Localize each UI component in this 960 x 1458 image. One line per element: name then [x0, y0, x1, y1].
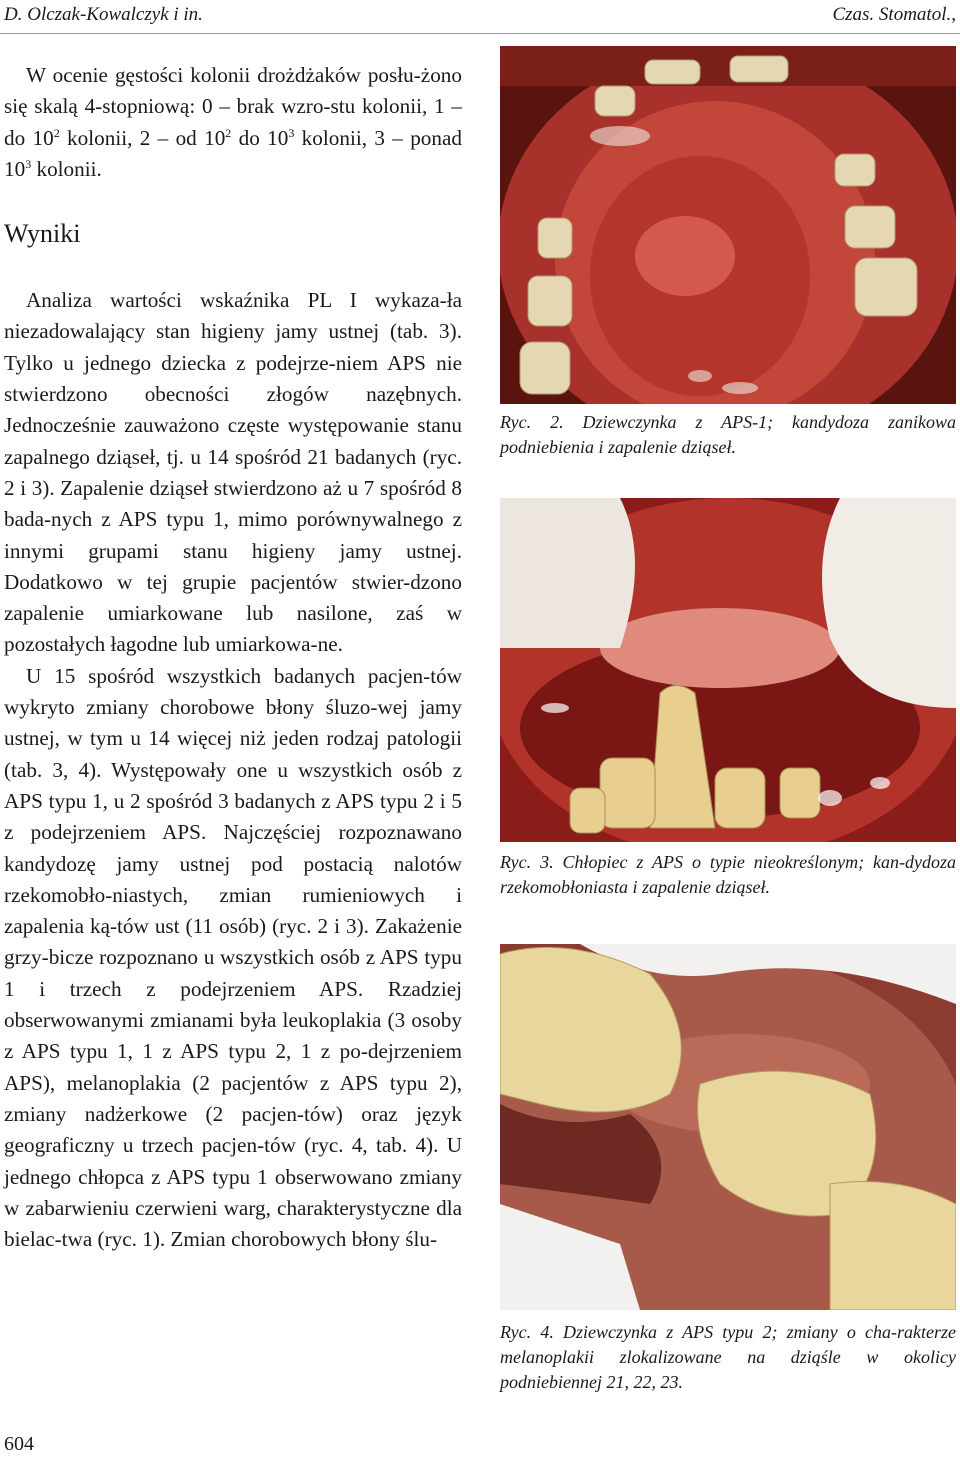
header-journal: Czas. Stomatol.,	[832, 4, 956, 25]
figure-3-photo	[500, 498, 956, 842]
figure-3-caption: Ryc. 3. Chłopiec z APS o typie nieokreślonym; kan-dydoza rzekomobłoniasta i zapalenie dziąseł.	[500, 852, 956, 897]
header-authors: D. Olczak-Kowalczyk i in.	[4, 4, 203, 25]
results-paragraph-1: Analiza wartości wskaźnika PL I wykaza-ła niezadowalający stan higieny jamy ustnej (tab. 3). Tylko u jednego dziecka z podejrze-niem APS nie stwierdzono obecności złogów nazębnych. Jednocześnie zauważono częste występowanie stanu zapalnego dziąseł, tj. u 14 spośród 21 badanych (ryc. 2 i 3). Zapalenie dziąseł stwierdzono aż u 7 spośród 8 bada-nych z APS typu 1, mimo porównywalnego z innymi grupami stanu higieny jamy ustnej. Dodatkowo w tej grupie pacjentów stwier-dzono zapalenie umiarkowane lub nasilone, zaś w pozostałych łagodne lub umiarkowa-ne.	[4, 288, 462, 657]
figure-2-caption: Ryc. 2. Dziewczynka z APS-1; kandydoza zanikowa podniebienia i zapalenie dziąseł.	[500, 412, 956, 457]
main-text-column	[4, 60, 462, 1255]
page-number: 604	[4, 1433, 34, 1455]
figure-2-photo	[500, 46, 956, 404]
figure-4-photo	[500, 944, 956, 1310]
figure-2	[500, 46, 956, 476]
results-paragraph-2: U 15 spośród wszystkich badanych pacjen-tów wykryto zmiany chorobowe błony śluzo-wej jamy ustnej, w tym u 14 więcej niż jeden rodzaj patologii (tab. 3, 4). Występowały one u wszystkich osób z APS typu 1, u 2 spośród 3 badanych z APS typu 2 i 5 z podejrzeniem APS. Najczęściej rozpoznawano kandydozę jamy ustnej pod postacią nalotów rzekomobło-niastych, zmian rumieniowych i zapalenia ką-tów ust (11 osób) (ryc. 2 i 3). Zakażenie grzy-bicze rozpoznano u wszystkich osób z APS typu 1 i trzech z podejrzeniem APS. Rzadziej obserwowanymi zmianami była leukoplakia (3 osoby z APS typu 1, 1 z APS typu 2, 1 z po-dejrzeniem APS), melanoplakia (2 pacjentów z APS typu 2), zmiany nadżerkowe (2 pacjen-tów) oraz język geograficzny u trzech pacjen-tów (ryc. 4, tab. 4). U jednego chłopca z APS typu 1 obserwowano zmiany w zabarwieniu czerwieni warg, charakterystyczne dla bielac-twa (ryc. 1). Zmian chorobowych błony ślu-	[4, 663, 462, 1252]
figure-3	[500, 498, 956, 908]
running-header	[0, 0, 960, 34]
figure-4	[500, 944, 956, 1404]
intro-paragraph: W ocenie gęstości kolonii drożdżaków posłu-żono się skalą 4-stopniową: 0 – brak wzro-stu kolonii, 1 – do $10^2$ kolonii, 2 – od $10^2$ do $10^3$ kolonii, 3 – ponad $10^3$ kolonii.	[4, 63, 462, 181]
figure-4-caption: Ryc. 4. Dziewczynka z APS typu 2; zmiany o cha-rakterze melanoplakii zlokalizowane na dziąśle w okolicy podniebiennej 21, 22, 23.	[500, 1322, 956, 1392]
section-heading-results: Wyniki	[4, 219, 81, 249]
header-rule	[0, 33, 960, 34]
